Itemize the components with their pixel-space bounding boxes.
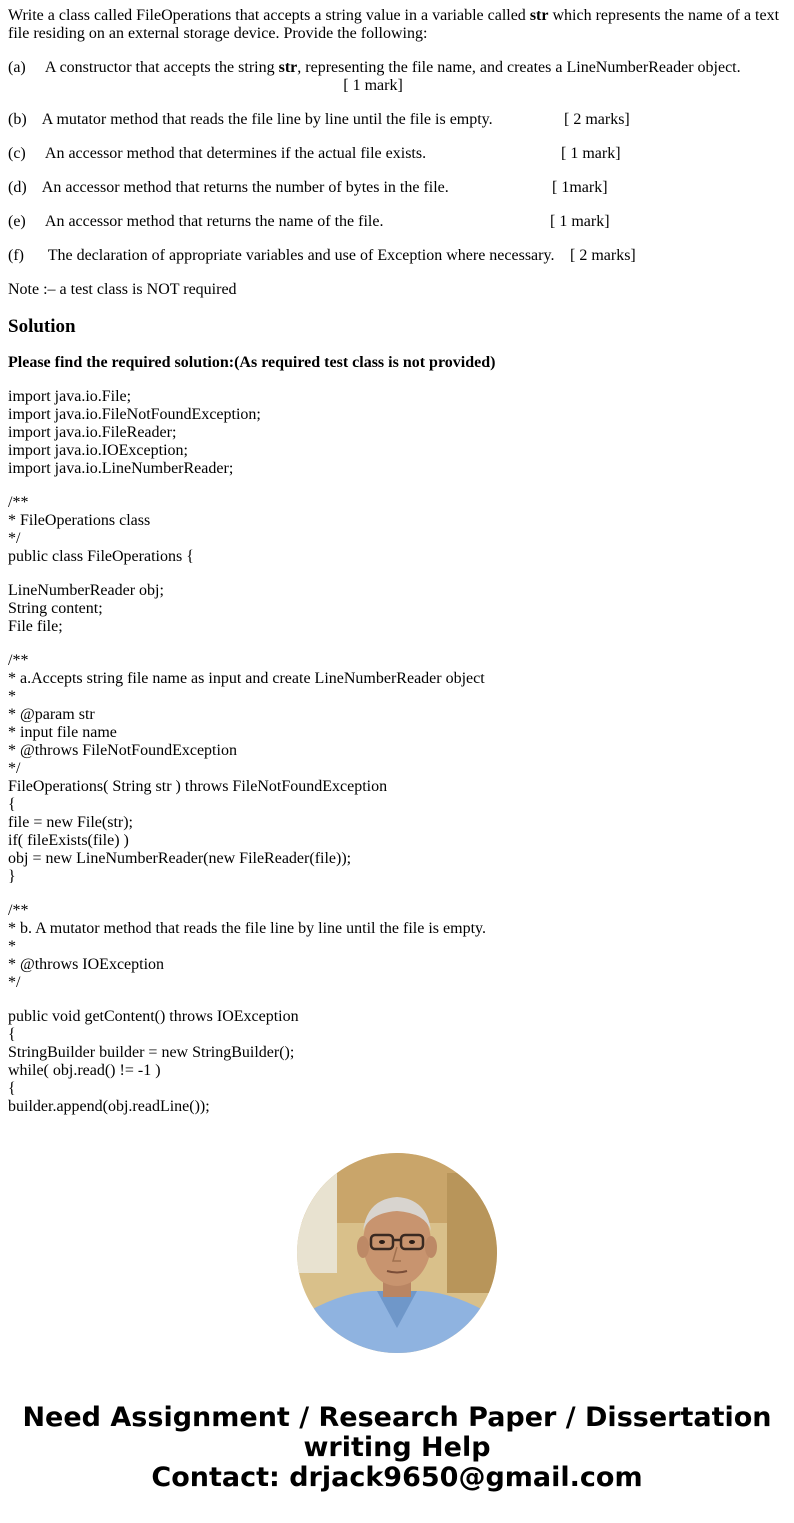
code-line: String content; xyxy=(8,600,103,617)
question-e-marks: [ 1 mark] xyxy=(550,213,610,230)
code-line: * a.Accepts string file name as input and create LineNumberReader object xyxy=(8,670,485,687)
portrait-image xyxy=(297,1153,497,1353)
code-line: { xyxy=(8,796,16,813)
code-line: import java.io.IOException; xyxy=(8,442,188,459)
question-d: (d) An accessor method that returns the number of bytes in the file. [ 1mark] xyxy=(8,179,608,196)
code-line: obj = new LineNumberReader(new FileReader(file)); xyxy=(8,850,352,867)
question-c-marks: [ 1 mark] xyxy=(561,145,621,162)
question-b: (b) A mutator method that reads the file line by line until the file is empty. [ 2 marks] xyxy=(8,111,630,128)
question-e: (e) An accessor method that returns the name of the file. [ 1 mark] xyxy=(8,213,610,230)
intro-text: Write a class called FileOperations that accepts a string value in a variable called xyxy=(8,7,530,24)
code-line: import java.io.File; xyxy=(8,388,132,405)
code-line: import java.io.LineNumberReader; xyxy=(8,460,234,477)
footer-contact: Contact: drjack9650@gmail.com xyxy=(151,1462,643,1493)
solution-lead: Please find the required solution:(As required test class is not provided) xyxy=(8,354,496,371)
code-line: * xyxy=(8,938,16,955)
question-f-marks: [ 2 marks] xyxy=(570,247,636,264)
code-line: * b. A mutator method that reads the file line by line until the file is empty. xyxy=(8,920,486,937)
code-line: while( obj.read() != -1 ) xyxy=(8,1062,161,1079)
question-d-marks: [ 1mark] xyxy=(552,179,608,196)
code-block xyxy=(8,902,786,992)
code-line: builder.append(obj.readLine()); xyxy=(8,1098,210,1115)
code-line: */ xyxy=(8,530,21,547)
code-line: * @throws FileNotFoundException xyxy=(8,742,237,759)
code-block xyxy=(8,652,786,886)
code-line: /** xyxy=(8,494,29,511)
code-line: { xyxy=(8,1080,16,1097)
code-line: StringBuilder builder = new StringBuilder(); xyxy=(8,1044,295,1061)
author-photo xyxy=(297,1153,497,1353)
question-a-marks: [ 1 mark] xyxy=(343,77,403,94)
note: Note :– a test class is NOT required xyxy=(8,281,237,298)
code-line: * FileOperations class xyxy=(8,512,151,529)
code-line: } xyxy=(8,868,16,885)
question-c: (c) An accessor method that determines if the actual file exists. [ 1 mark] xyxy=(8,145,621,162)
code-line: { xyxy=(8,1026,16,1043)
solution-heading: Solution xyxy=(8,316,76,337)
question-a: (a) A constructor that accepts the string str, representing the file name, and creates a LineNumberReader object. [ 1 mark] xyxy=(8,59,741,94)
intro-text-tail: which represents the name of a text file residing on an external storage device. Provide the following: xyxy=(8,7,780,42)
code-line: * input file name xyxy=(8,724,117,741)
document-body xyxy=(8,7,786,1132)
code-line: public class FileOperations { xyxy=(8,548,194,565)
footer-line-1: Need Assignment / Research Paper / Dissertation xyxy=(22,1402,772,1433)
assignment-intro xyxy=(8,7,786,43)
code-line: /** xyxy=(8,902,29,919)
code-line: /** xyxy=(8,652,29,669)
code-line: * @throws IOException xyxy=(8,956,165,973)
code-line: FileOperations( String str ) throws FileNotFoundException xyxy=(8,778,388,795)
footer-line-2: writing Help xyxy=(303,1432,491,1463)
code-line: * xyxy=(8,688,16,705)
question-f: (f) The declaration of appropriate variables and use of Exception where necessary. [ 2 marks] xyxy=(8,247,636,264)
code-line: LineNumberReader obj; xyxy=(8,582,164,599)
code-block xyxy=(8,582,786,636)
code-line: file = new File(str); xyxy=(8,814,133,831)
code-block xyxy=(8,494,786,566)
code-line: */ xyxy=(8,974,21,991)
code-line: import java.io.FileReader; xyxy=(8,424,177,441)
code-line: */ xyxy=(8,760,21,777)
code-block xyxy=(8,1008,786,1116)
question-b-marks: [ 2 marks] xyxy=(564,111,630,128)
code-listing xyxy=(8,388,786,1116)
code-line: File file; xyxy=(8,618,63,635)
intro-keyword: str xyxy=(529,7,549,24)
code-block xyxy=(8,388,786,478)
code-line: import java.io.FileNotFoundException; xyxy=(8,406,261,423)
code-line: public void getContent() throws IOException xyxy=(8,1008,299,1025)
code-line: if( fileExists(file) ) xyxy=(8,832,129,849)
code-line: * @param str xyxy=(8,706,95,723)
promo-footer xyxy=(0,1403,794,1493)
